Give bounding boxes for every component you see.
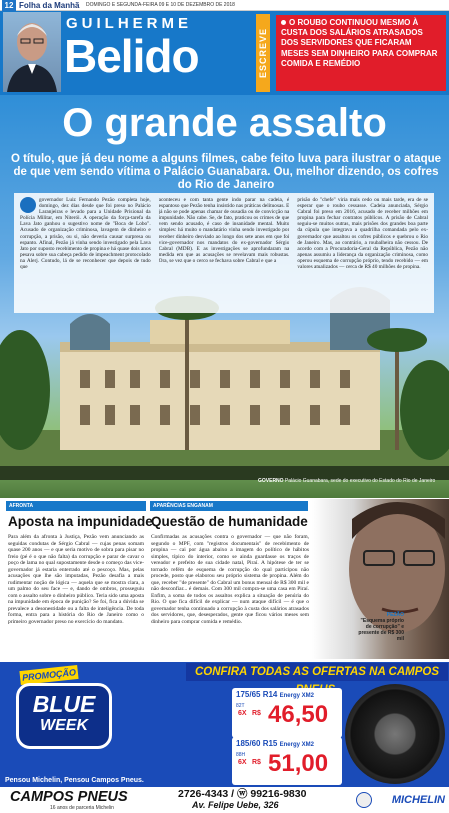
columnist-portrait bbox=[3, 12, 61, 92]
store-subtitle: 16 anos de parceria Michelin bbox=[50, 805, 114, 811]
issue-date: DOMINGO E SEGUNDA-FEIRA 09 E 10 DE DEZEMBRO DE 2018 bbox=[86, 2, 235, 8]
dropcap-icon bbox=[20, 197, 36, 213]
article-column-3: prisão do "chefe" viria mais cedo ou mais tarde, era de se esperar que o roubo cessasse. Cadeia anunciada, Sérgio Cabral foi preso em 2016, acusado de receber milhões em propina para fechar contratos públicos. A prisão de Cabral seguiu-se muitos outras, mais prisões dos grandes boa parte da cúpula que integrava a quadrilha comandada pelo ex-governador que assaltou os cofres públicos e quebrou o Rio de Janeiro. Mas, ao contrário, a roubalheira não cessou. De acordo com a Procuradoria-Geral da República, Pezão não apenas assumiu a liderança da organização criminosa, como operou esquema de corrupção próprio, tendo recebido — em valores atualizados — cerca de R$ 40 milhões de propina. bbox=[297, 197, 429, 271]
article-column-1-text: governador Luiz Fernando Pezão completa hoje, domingo, dez dias desde que foi preso no Palácio Laranjeiras e levado para a Unidade Prisional da Polícia Militar, em Niterói. A operação da força-tarefa da Lava Jato ganhou o sugestivo nome de "Boca de Lobo". Acusado de organização criminosa, lavagem de dinheiro e corrupção, a prisão, ou si, não deveria causar surpresa ou espanto. Afinal, Pezão já vinha sendo investigado pela Lava Jato por suposto recebimento de propina e há quase dois anos pesava sobre sua cabeça pedido de impeachment protocolado na Alerj. Contudo, lá de se reconhecer que depois de tudo que bbox=[20, 197, 151, 271]
tire2-installments: 6X bbox=[238, 759, 247, 766]
tire2-price: 51,00 bbox=[268, 750, 329, 777]
blue-week-badge bbox=[16, 683, 112, 749]
photo-caption-text: Palácio Guanabara, sede do executivo do Estado do Rio de Janeiro bbox=[284, 478, 436, 484]
tire1-price: 46,50 bbox=[268, 701, 329, 728]
publication-name: Folha da Manhã bbox=[19, 1, 80, 10]
article-column-1 bbox=[20, 197, 151, 309]
article-a-title: Aposta na impunidade bbox=[8, 514, 153, 529]
photo-caption bbox=[258, 478, 446, 485]
bullet-icon bbox=[281, 20, 286, 25]
tire1-installments: 6X bbox=[238, 710, 247, 717]
store-logo: CAMPOS PNEUS bbox=[10, 789, 128, 805]
tire2-size: 185/60 R15 bbox=[236, 739, 278, 748]
tire2-load: 88H bbox=[236, 752, 246, 758]
promo-label: PROMOÇÃO bbox=[19, 665, 78, 685]
tire1-load: 82T bbox=[236, 703, 245, 709]
article-b-body: Confirmadas as acusações contra o governador — que não foram, segundo o MPF, com "registros documentais" de recebimento de propina — cai por água abaixo a imagem do político de hábitos simples, típico do interior, como se ainda guardasse os traços de vereador e prefeito de sua cidade natal, Piraí. A hipótese de ter se tornado refém de esquema de corrupção do qual participou não procede, posto que elaborou seu próprio sistema de propina. Além do que, receber "de presente" do Cabral um bonus mensal de R$ 300 mil e não desconfiar... é demais. Com 300 mil compra-se uma casa em Piraí. Enfim, a soma de todos os assaltos explica a situação de penúria do Rio. O que fica difícil de explicar — num ataque difícil — é que o governador tenha continuado a corrupção à custa dos salários atrasados dos servidores, que, desesperados, gente que ficou vários meses sem dinheiro para comprar comida e remédio. bbox=[151, 534, 309, 625]
photo-caption-label: GOVERNO bbox=[258, 478, 284, 484]
tire2-model: Energy XM2 bbox=[279, 742, 314, 748]
pezao-caption-label: PEZÃO bbox=[386, 612, 404, 618]
tire-icon bbox=[345, 684, 445, 784]
price-tag-1 bbox=[232, 688, 342, 738]
author-last-name: Belido bbox=[64, 30, 199, 82]
brand-logo: MICHELIN bbox=[391, 794, 445, 806]
ad-banner: CONFIRA TODAS AS OFERTAS NA CAMPOS bbox=[186, 663, 448, 681]
article-a-body: Para além da afronta à Justiça, Pezão vem anunciando as seguidas condutas de Sérgio Cabral — cujas penas somam quase 200 anos — e que seria motivo de sobra para pisar no freio (pé é o que não falta) da corrupção e parar de cavar o poço de lama no qual supostamente desde o começo das vice-governador já estaria enterrado até o pescoço. Mas, pelas acusações que lhe são imputadas, Pezão desafia a mais rudimentar noção de lógica — aquela que se mostra clara, a um palmo do seu face — e, dando de ombros, prosseguiu com o assalto sobre o dinheiro público. Teria sido uma aposta na impunidade em época de punição? Se foi, fica a dúvida se prevalece a desonestidade ou a falta de inteligência. De toda forma, entra para a história do Rio de Janeiro como o primeiro governador preso no exercício do mandato. bbox=[8, 534, 144, 625]
header-teaser bbox=[276, 15, 446, 91]
section-label-affront: AFRONTA bbox=[6, 501, 146, 511]
main-article-body bbox=[14, 193, 434, 313]
writes-tag: ESCREVE bbox=[256, 14, 270, 92]
blue-week-line2: WEEK bbox=[40, 717, 88, 734]
columnist-photo bbox=[3, 12, 61, 92]
tire1-currency: R$ bbox=[252, 710, 261, 717]
main-headline: O grande assalto bbox=[62, 101, 387, 145]
price-tag-2 bbox=[232, 737, 342, 785]
page-number: 12 bbox=[2, 0, 16, 11]
tire1-model: Energy XM2 bbox=[279, 693, 314, 699]
article-column-2: aconteceu e com tanta gente indo parar na cadeia, é espantoso que Pezão tenha insistido nas práticas delituosas. E já não se pode apenas chamar de ousadia ou de convicção na impunidade. Não cabe. Se, de fato, praticou os crimes de que vem sendo acusado, é caso de insanidade mental. Muito simples: há muito o mandatário vinha sendo investigado por receber dinheiro desviado ao longo dos sete anos em que foi vice-governador nos mandatos do ex-governador Sérgio Cabral (MDB). E as investigações se aprofundaram na medida em que as acusações se revelavam mais robustas. Ora, se vez que o cerco se fechava sobre Cabral e que a bbox=[158, 197, 290, 264]
tire1-size: 175/65 R14 bbox=[236, 690, 278, 699]
tire2-currency: R$ bbox=[252, 759, 261, 766]
pezao-caption bbox=[356, 612, 404, 642]
section-label-appearances: APARÊNCIAS ENGANAM bbox=[150, 501, 308, 511]
main-subhead: O título, que já deu nome a alguns filmes, cabe feito luva para ilustrar o ataque de que vem sendo vítima o Palácio Guanabara. Ou, melhor dizendo, os cofres do Rio de Janeiro bbox=[10, 153, 442, 191]
ad-slogan: Pensou Michelin, Pensou Campos Pneus. bbox=[5, 777, 144, 784]
article-b-title: Questão de humanidade bbox=[151, 514, 308, 529]
pezao-caption-text: "Esquema próprio de corrupção" e presente de R$ 300 mil bbox=[358, 618, 404, 642]
teaser-text: O ROUBO CONTINUOU MESMO À CUSTA DOS SALÁRIOS ATRASADOS DOS SERVIDORES QUE FICARAM MESES SEM DINHEIRO PARA COMPRAR COMIDA E REMÉDIO bbox=[281, 18, 438, 68]
store-address: Av. Felipe Uebe, 326 bbox=[192, 800, 279, 810]
store-phones: 2726-4343 / ⓦ 99216-9830 bbox=[178, 788, 307, 800]
blue-week-line1: BLUE bbox=[32, 691, 96, 717]
author-first-name: GUILHERME bbox=[66, 15, 192, 32]
